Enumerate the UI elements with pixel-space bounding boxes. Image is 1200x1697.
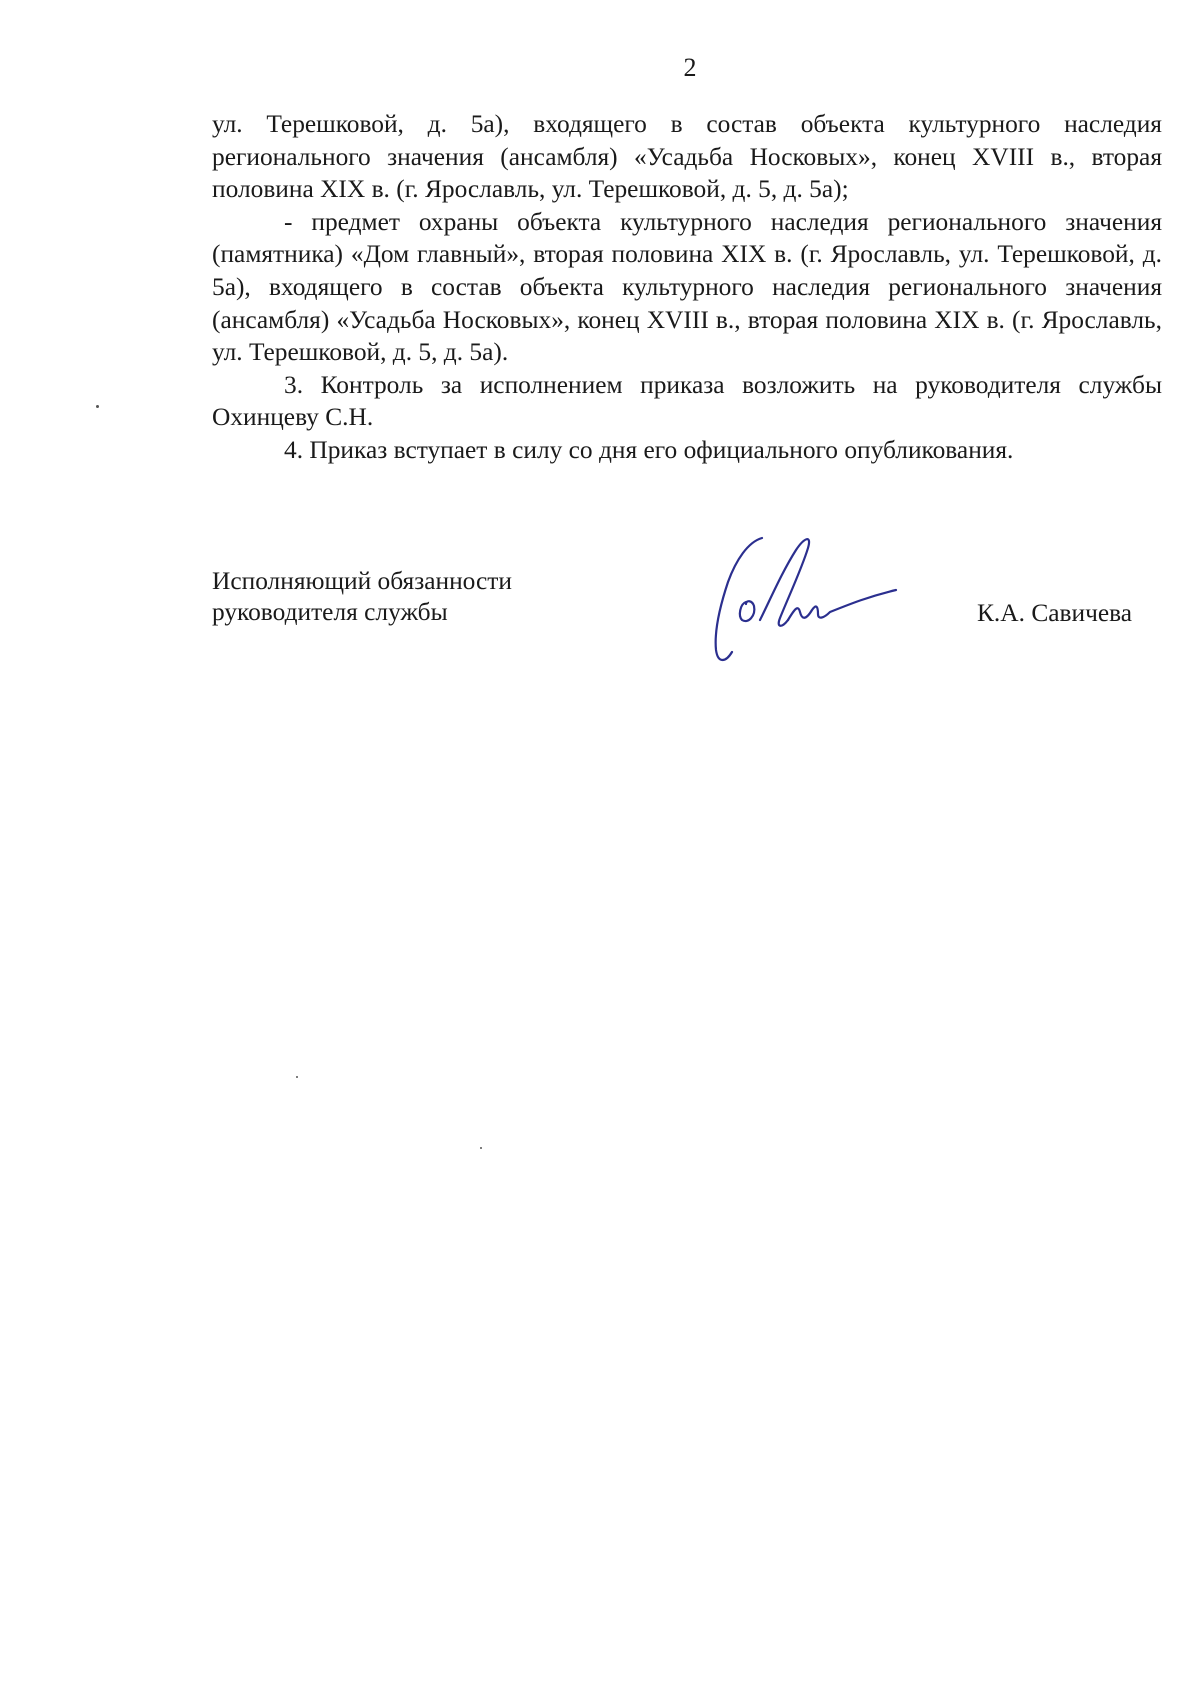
scan-speck xyxy=(296,1076,298,1078)
scan-speck xyxy=(96,405,99,408)
handwritten-signature xyxy=(700,520,920,680)
signatory-name: К.А. Савичева xyxy=(977,599,1133,627)
paragraph-protected-subject: - предмет охраны объекта культурного наследия регионального значения (памятника) «Дом главный», вторая половина XIX в. (г. Ярославль, ул. Терешковой, д. 5а), входящего в состав объекта культурного наследия регионального значения (ансамбля) «Усадьба Носковых», конец XVIII в., вторая половина XIX в. (г. Ярославль, ул. Терешковой, д. 5, д. 5а). xyxy=(212,207,1162,367)
paragraph-item-3: 3. Контроль за исполнением приказа возложить на руководителя службы Охинцеву С.Н. xyxy=(212,370,1162,432)
page-number: 2 xyxy=(683,53,697,82)
signatory-position-line-1: Исполняющий обязанности xyxy=(212,567,512,595)
signatory-position-line-2: руководителя службы xyxy=(212,598,448,626)
scan-speck xyxy=(480,1147,482,1149)
paragraph-item-4: 4. Приказ вступает в силу со дня его официального опубликования. xyxy=(284,435,1014,464)
document-body xyxy=(212,108,1162,467)
paragraph-continuation: ул. Терешковой, д. 5а), входящего в состав объекта культурного наследия регионального значения (ансамбля) «Усадьба Носковых», конец XVIII в., вторая половина XIX в. (г. Ярославль, ул. Терешковой, д. 5, д. 5а); xyxy=(212,110,1162,204)
signatory-position xyxy=(212,566,512,628)
